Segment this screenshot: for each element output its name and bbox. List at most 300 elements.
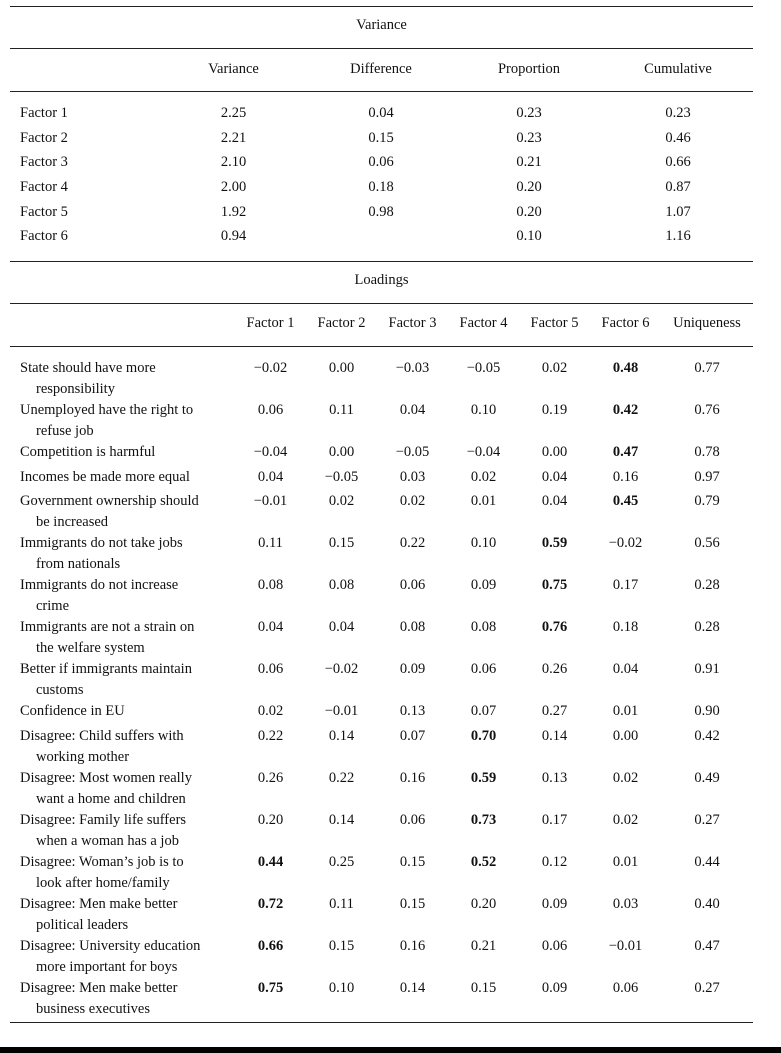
- cell-factor-2: [306, 617, 377, 659]
- label-line: Disagree: Men make better: [20, 895, 178, 912]
- cell-factor-1: [235, 852, 306, 894]
- cell-factor-3: [377, 467, 448, 492]
- cell-uniqueness: [661, 894, 753, 936]
- cell-factor-3: [377, 936, 448, 978]
- loading-value: 0.02: [470, 468, 497, 485]
- label-continuation: refuse job: [36, 423, 94, 439]
- loading-value: 0.19: [541, 402, 568, 418]
- label-continuation: more important for boys: [36, 958, 178, 975]
- loading-value: 0.90: [694, 703, 720, 719]
- loading-value: 0.01: [612, 853, 639, 870]
- loading-value: −0.02: [608, 535, 643, 551]
- cell-factor-6: [590, 575, 661, 617]
- loading-value: 0.91: [694, 661, 720, 677]
- cell-difference: [307, 227, 455, 252]
- cell-factor-2: [306, 810, 377, 852]
- loading-value: 0.04: [328, 619, 355, 635]
- cell-factor-6: [590, 400, 661, 442]
- cell-factor-6: [590, 617, 661, 659]
- table-row: [10, 726, 753, 768]
- label-line: State should have more: [20, 360, 156, 376]
- label-line: Confidence in EU: [20, 703, 125, 719]
- variance-header: [10, 61, 753, 81]
- cell-factor-6: [590, 442, 661, 467]
- cell-uniqueness: [661, 726, 753, 768]
- loading-value: 0.16: [399, 769, 426, 786]
- table-row: [10, 978, 753, 1020]
- cell-cumulative: 0.87: [665, 179, 691, 196]
- table-row: [10, 617, 753, 659]
- loading-value: 0.22: [328, 769, 355, 786]
- cell-factor-6: [590, 533, 661, 575]
- cell-factor-5: [519, 442, 590, 467]
- loading-value: 0.08: [328, 577, 355, 593]
- bold-loading-value: 0.70: [470, 727, 497, 744]
- loadings-title: Loadings: [354, 272, 409, 288]
- cell-factor-6: [590, 810, 661, 852]
- cell-difference: 0.18: [368, 179, 394, 196]
- cell-factor-6: [590, 659, 661, 701]
- cell-cumulative: 0.23: [665, 105, 691, 121]
- cell-factor-3: [377, 533, 448, 575]
- cell-factor-4: [448, 575, 519, 617]
- loading-value: 0.27: [694, 811, 720, 828]
- cell-factor-3: [377, 978, 448, 1020]
- cell-factor-3: [377, 810, 448, 852]
- loading-value: 0.13: [399, 703, 426, 719]
- cell-proportion: 0.21: [516, 154, 542, 171]
- bold-loading-value: 0.73: [470, 811, 497, 828]
- cell-factor-3: [377, 659, 448, 701]
- cell-factor-4: [448, 936, 519, 978]
- loading-value: 0.04: [541, 468, 568, 485]
- loading-value: 0.04: [541, 493, 568, 509]
- row-label: [10, 894, 235, 936]
- cell-factor-3: [377, 894, 448, 936]
- cell-factor-1: [235, 617, 306, 659]
- cell-factor-1: [235, 726, 306, 768]
- loading-value: 0.11: [329, 895, 354, 912]
- cell-factor-2: [306, 575, 377, 617]
- loading-value: 0.15: [399, 853, 426, 870]
- label-continuation: from nationals: [36, 556, 121, 572]
- loading-value: 0.28: [694, 619, 720, 635]
- cell-factor-6: [590, 936, 661, 978]
- cell-uniqueness: [661, 936, 753, 978]
- label-line: Disagree: Woman’s job is to: [20, 853, 184, 870]
- bold-loading-value: 0.76: [541, 619, 568, 635]
- cell-factor-6: [590, 894, 661, 936]
- table-row: [10, 894, 753, 936]
- table-row: [10, 400, 753, 442]
- label-continuation: responsibility: [36, 381, 115, 397]
- cell-difference: 0.98: [368, 203, 394, 220]
- cell-factor-1: [235, 467, 306, 492]
- cell-factor-1: [235, 936, 306, 978]
- cell-factor-6: [590, 852, 661, 894]
- loading-value: −0.02: [324, 661, 359, 677]
- loading-value: 0.28: [694, 577, 720, 593]
- loading-value: 0.10: [470, 535, 497, 551]
- cell-uniqueness: [661, 467, 753, 492]
- bold-loading-value: 0.59: [470, 769, 497, 786]
- label-line: Incomes be made more equal: [20, 468, 190, 485]
- loading-value: 0.07: [470, 703, 497, 719]
- cell-factor-5: [519, 617, 590, 659]
- cell-factor-4: [448, 894, 519, 936]
- cell-factor-2: [306, 701, 377, 726]
- loading-value: 0.02: [399, 493, 426, 509]
- cell-factor-4: [448, 852, 519, 894]
- loading-value: 0.06: [257, 661, 284, 677]
- cell-factor-5: [519, 467, 590, 492]
- cell-factor-1: [235, 575, 306, 617]
- loading-value: 0.16: [612, 468, 639, 485]
- loading-value: 0.10: [470, 402, 497, 418]
- table-row: [10, 575, 753, 617]
- label-line: Competition is harmful: [20, 444, 156, 460]
- row-label: [10, 936, 235, 978]
- loading-value: −0.04: [253, 444, 288, 460]
- loading-value: 0.15: [328, 937, 355, 954]
- cell-cumulative: 0.46: [665, 129, 691, 146]
- loading-value: −0.04: [466, 444, 501, 460]
- table-row: [10, 491, 753, 533]
- row-label: [10, 533, 235, 575]
- cell-factor-3: [377, 701, 448, 726]
- cell-factor-6: [590, 701, 661, 726]
- cell-factor-5: [519, 936, 590, 978]
- loading-value: 0.02: [612, 769, 639, 786]
- loading-value: 0.04: [399, 402, 426, 418]
- cell-uniqueness: [661, 358, 753, 400]
- cell-variance: 2.21: [220, 129, 247, 146]
- cell-uniqueness: [661, 575, 753, 617]
- cell-factor-4: [448, 726, 519, 768]
- cell-uniqueness: [661, 617, 753, 659]
- loading-value: 0.11: [258, 535, 283, 551]
- row-label: Factor 2: [20, 129, 68, 146]
- label-line: Disagree: Most women really: [20, 769, 192, 786]
- label-line: Better if immigrants maintain: [20, 661, 192, 677]
- cell-factor-1: [235, 533, 306, 575]
- cell-factor-1: [235, 400, 306, 442]
- label-line: Government ownership should: [20, 493, 199, 509]
- loading-value: 0.04: [257, 619, 284, 635]
- table-row: [10, 533, 753, 575]
- cell-factor-2: [306, 768, 377, 810]
- row-label: [10, 400, 235, 442]
- cell-factor-3: [377, 617, 448, 659]
- cell-factor-5: [519, 894, 590, 936]
- cell-factor-1: [235, 701, 306, 726]
- loading-value: 0.40: [694, 895, 720, 912]
- loading-value: 0.77: [694, 360, 720, 376]
- loading-value: 0.27: [694, 979, 720, 996]
- loading-value: 0.22: [399, 535, 426, 551]
- loading-value: 0.56: [694, 535, 720, 551]
- table-row: [10, 203, 753, 228]
- col-factor-2: Factor 2: [317, 315, 366, 331]
- cell-factor-3: [377, 768, 448, 810]
- loading-value: 0.17: [612, 577, 639, 593]
- cell-factor-5: [519, 726, 590, 768]
- row-label: [10, 768, 235, 810]
- loading-value: 0.20: [470, 895, 497, 912]
- table-row: [10, 358, 753, 400]
- table-row: [10, 178, 753, 203]
- cell-uniqueness: [661, 659, 753, 701]
- label-continuation: the welfare system: [36, 640, 145, 656]
- loading-value: 0.00: [541, 444, 568, 460]
- loading-value: 0.00: [612, 727, 639, 744]
- label-continuation: want a home and children: [36, 790, 186, 807]
- row-label: Factor 5: [20, 203, 68, 220]
- loading-value: 0.00: [328, 444, 355, 460]
- cell-factor-2: [306, 533, 377, 575]
- col-variance: Variance: [208, 61, 259, 77]
- loading-value: 0.76: [694, 402, 720, 418]
- variance-title: Variance: [356, 17, 407, 33]
- table-row: [10, 467, 753, 492]
- table-end-rule: [10, 1022, 753, 1023]
- loading-value: 0.01: [612, 703, 639, 719]
- cell-proportion: 0.10: [516, 228, 542, 245]
- cell-proportion: 0.23: [516, 105, 542, 121]
- cell-cumulative: 1.07: [665, 203, 691, 220]
- loading-value: 0.10: [328, 979, 355, 996]
- loading-value: 0.14: [541, 727, 568, 744]
- label-line: Immigrants do not take jobs: [20, 535, 183, 551]
- row-label: [10, 491, 235, 533]
- cell-uniqueness: [661, 442, 753, 467]
- loading-value: 0.06: [470, 661, 497, 677]
- loading-value: 0.21: [470, 937, 497, 954]
- loading-value: 0.26: [541, 661, 568, 677]
- loading-value: 0.12: [541, 853, 568, 870]
- cell-factor-5: [519, 575, 590, 617]
- cell-proportion: 0.20: [516, 179, 542, 196]
- loading-value: 0.11: [329, 402, 354, 418]
- row-label: [10, 701, 235, 726]
- loading-value: 0.09: [541, 895, 568, 912]
- cell-factor-4: [448, 467, 519, 492]
- cell-factor-4: [448, 491, 519, 533]
- cell-factor-3: [377, 726, 448, 768]
- loading-value: −0.01: [608, 937, 643, 954]
- cell-variance: 0.94: [220, 228, 247, 245]
- variance-header-rule: [10, 91, 753, 92]
- cell-variance: 2.25: [220, 105, 247, 121]
- cell-factor-6: [590, 726, 661, 768]
- cell-factor-4: [448, 768, 519, 810]
- loading-value: 0.06: [399, 811, 426, 828]
- bold-loading-value: 0.72: [257, 895, 284, 912]
- loading-value: −0.05: [395, 444, 430, 460]
- label-line: Immigrants do not increase: [20, 577, 179, 593]
- loading-value: 0.00: [328, 360, 355, 376]
- loading-value: 0.06: [257, 402, 284, 418]
- bold-loading-value: 0.47: [612, 444, 639, 460]
- row-label: [10, 575, 235, 617]
- loadings-header-rule: [10, 346, 753, 347]
- bold-loading-value: 0.42: [612, 402, 639, 418]
- loading-value: 0.07: [399, 727, 426, 744]
- col-proportion: Proportion: [497, 61, 561, 77]
- loading-value: 0.14: [328, 811, 355, 828]
- cell-variance: 2.10: [220, 154, 247, 171]
- col-uniqueness: Uniqueness: [673, 315, 741, 331]
- cell-factor-2: [306, 894, 377, 936]
- loading-value: 0.25: [328, 853, 355, 870]
- loading-value: 0.18: [612, 619, 639, 635]
- cell-factor-4: [448, 358, 519, 400]
- loading-value: 0.97: [694, 468, 720, 485]
- loading-value: 0.13: [541, 769, 568, 786]
- cell-uniqueness: [661, 978, 753, 1020]
- loading-value: −0.01: [324, 703, 359, 719]
- loading-value: −0.05: [324, 468, 359, 485]
- section-divider-rule: [10, 261, 753, 262]
- label-continuation: be increased: [36, 514, 109, 530]
- bold-loading-value: 0.59: [541, 535, 568, 551]
- cell-uniqueness: [661, 810, 753, 852]
- bold-loading-value: 0.52: [470, 853, 497, 870]
- cell-uniqueness: [661, 400, 753, 442]
- col-factor-6: Factor 6: [601, 315, 650, 331]
- col-factor-4: Factor 4: [459, 315, 508, 331]
- row-label: Factor 3: [20, 154, 68, 171]
- row-label: [10, 726, 235, 768]
- cell-factor-2: [306, 358, 377, 400]
- label-line: Unemployed have the right to: [20, 402, 194, 418]
- cell-difference: 0.15: [368, 129, 394, 146]
- table-row: [10, 936, 753, 978]
- variance-table: [10, 104, 753, 252]
- row-label: [10, 617, 235, 659]
- loadings-header: [10, 315, 753, 335]
- row-label: [10, 978, 235, 1020]
- col-cumulative: Cumulative: [644, 61, 712, 77]
- loading-value: 0.15: [399, 895, 426, 912]
- cell-factor-3: [377, 358, 448, 400]
- cell-factor-5: [519, 400, 590, 442]
- table-row: [10, 852, 753, 894]
- loading-value: 0.08: [257, 577, 284, 593]
- cell-factor-5: [519, 768, 590, 810]
- row-label: [10, 852, 235, 894]
- bold-loading-value: 0.66: [257, 937, 284, 954]
- cell-factor-4: [448, 533, 519, 575]
- bold-loading-value: 0.75: [541, 577, 568, 593]
- loading-value: 0.26: [257, 769, 284, 786]
- row-label: [10, 442, 235, 467]
- table-row: [10, 129, 753, 154]
- loading-value: 0.79: [694, 493, 720, 509]
- loading-value: 0.02: [328, 493, 355, 509]
- row-label: Factor 4: [20, 179, 68, 196]
- loading-value: 0.04: [612, 661, 639, 677]
- loading-value: 0.22: [257, 727, 284, 744]
- cell-uniqueness: [661, 533, 753, 575]
- label-continuation: look after home/family: [36, 874, 170, 891]
- bold-loading-value: 0.44: [257, 853, 284, 870]
- cell-factor-4: [448, 659, 519, 701]
- loading-value: 0.01: [470, 493, 497, 509]
- loading-value: −0.01: [253, 493, 288, 509]
- label-continuation: crime: [36, 598, 70, 614]
- cell-factor-5: [519, 533, 590, 575]
- loading-value: 0.14: [399, 979, 426, 996]
- loading-value: 0.14: [328, 727, 355, 744]
- cell-factor-4: [448, 617, 519, 659]
- cell-factor-1: [235, 442, 306, 467]
- cell-factor-5: [519, 358, 590, 400]
- cell-factor-1: [235, 491, 306, 533]
- cell-factor-2: [306, 852, 377, 894]
- loading-value: 0.16: [399, 937, 426, 954]
- cell-factor-6: [590, 491, 661, 533]
- table-row: [10, 810, 753, 852]
- loading-value: −0.05: [466, 360, 501, 376]
- table-row: [10, 227, 753, 252]
- cell-variance: 2.00: [220, 179, 247, 196]
- cell-factor-6: [590, 768, 661, 810]
- cell-factor-2: [306, 936, 377, 978]
- cell-difference: 0.04: [368, 105, 394, 121]
- cell-factor-5: [519, 491, 590, 533]
- loading-value: 0.09: [541, 979, 568, 996]
- cell-factor-2: [306, 467, 377, 492]
- loading-value: 0.08: [470, 619, 497, 635]
- cell-factor-1: [235, 894, 306, 936]
- cell-factor-5: [519, 978, 590, 1020]
- loading-value: 0.06: [541, 937, 568, 954]
- loading-value: 0.47: [694, 937, 720, 954]
- cell-difference: 0.06: [368, 154, 394, 171]
- cell-factor-4: [448, 400, 519, 442]
- loadings-table: [10, 358, 753, 1020]
- cell-factor-5: [519, 701, 590, 726]
- label-continuation: political leaders: [36, 916, 129, 933]
- cell-proportion: 0.23: [516, 129, 542, 146]
- bold-loading-value: 0.45: [612, 493, 639, 509]
- cell-variance: 1.92: [220, 203, 247, 220]
- loading-value: 0.02: [257, 703, 284, 719]
- loading-value: 0.15: [470, 979, 497, 996]
- cell-factor-5: [519, 852, 590, 894]
- col-difference: Difference: [350, 61, 412, 77]
- table-row: [10, 701, 753, 726]
- loading-value: 0.02: [541, 360, 568, 376]
- row-label: [10, 810, 235, 852]
- page-bottom-bar: [0, 1047, 781, 1053]
- cell-factor-1: [235, 978, 306, 1020]
- loading-value: −0.02: [253, 360, 288, 376]
- loading-value: 0.03: [612, 895, 639, 912]
- table-row: [10, 153, 753, 178]
- col-factor-5: Factor 5: [530, 315, 579, 331]
- label-continuation: when a woman has a job: [36, 832, 179, 849]
- row-label: Factor 1: [20, 105, 68, 121]
- cell-factor-2: [306, 659, 377, 701]
- loading-value: 0.06: [612, 979, 639, 996]
- loading-value: 0.08: [399, 619, 426, 635]
- cell-factor-1: [235, 810, 306, 852]
- loading-value: 0.15: [328, 535, 355, 551]
- cell-factor-3: [377, 400, 448, 442]
- loading-value: 0.06: [399, 577, 426, 593]
